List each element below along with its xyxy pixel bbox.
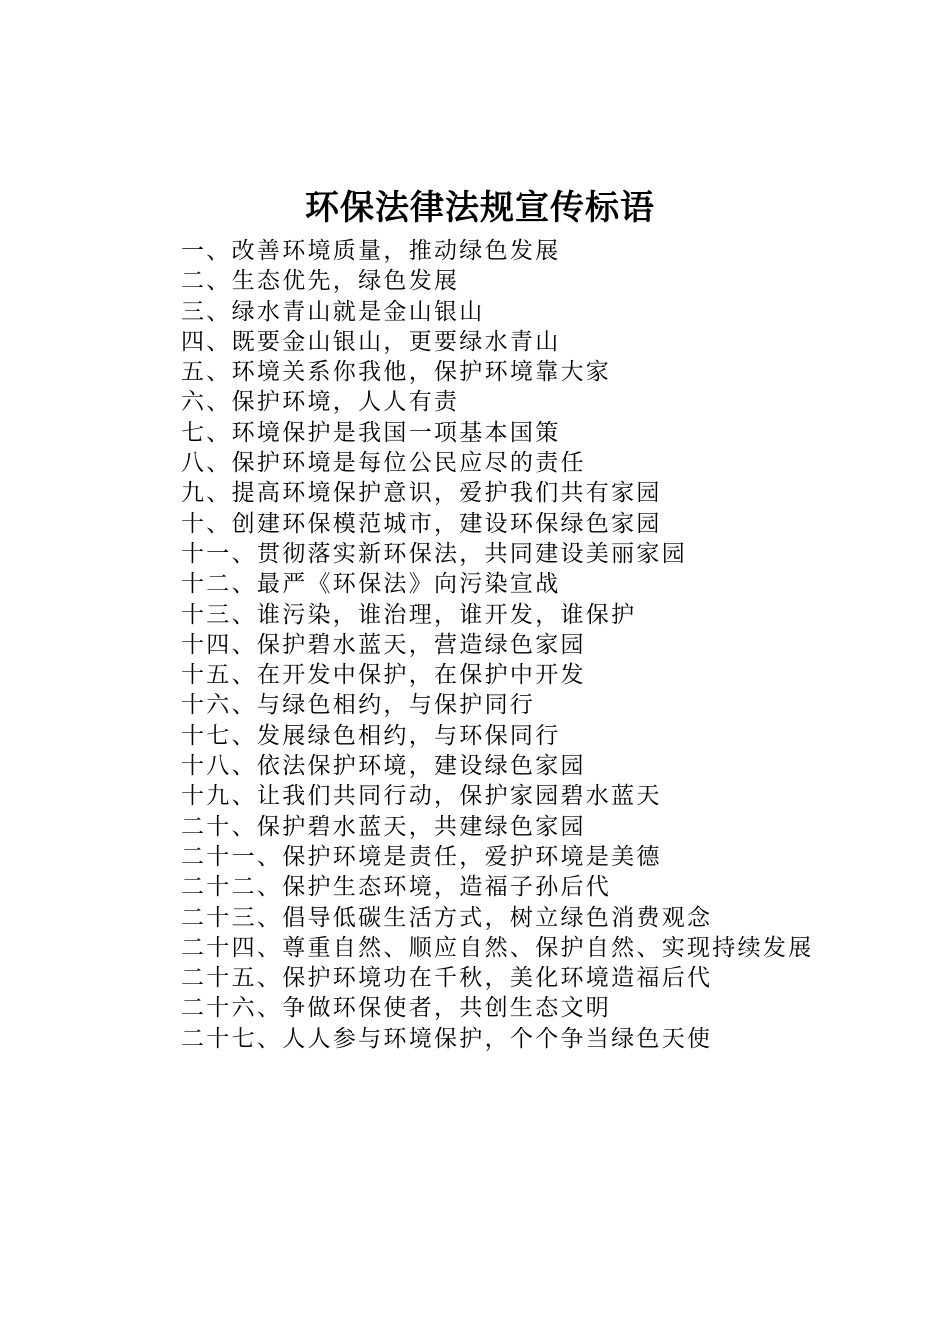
slogan-item: 一、改善环境质量，推动绿色发展 bbox=[181, 238, 561, 264]
slogan-item: 二十一、保护环境是责任，爱护环境是美德 bbox=[181, 843, 662, 870]
slogan-item: 十四、保护碧水蓝天，营造绿色家园 bbox=[181, 631, 586, 658]
slogan-item: 七、环境保护是我国一项基本国策 bbox=[181, 419, 561, 446]
page-title: 环保法律法规宣传标语 bbox=[305, 188, 655, 228]
slogan-item: 二十六、争做环保使者，共创生态文明 bbox=[181, 995, 612, 1022]
slogan-item: 九、提高环境保护意识，爱护我们共有家园 bbox=[181, 480, 662, 507]
slogan-item: 十七、发展绿色相约，与环保同行 bbox=[181, 722, 561, 749]
slogan-item: 十二、最严《环保法》向污染宣战 bbox=[181, 571, 561, 598]
slogan-item: 五、环境关系你我他，保护环境靠大家 bbox=[181, 359, 612, 386]
slogan-item: 二十、保护碧水蓝天，共建绿色家园 bbox=[181, 813, 586, 840]
slogan-item: 二十五、保护环境功在千秋，美化环境造福后代 bbox=[181, 965, 713, 992]
slogan-item: 二十二、保护生态环境，造福子孙后代 bbox=[181, 874, 612, 901]
slogan-item: 二十七、人人参与环境保护，个个争当绿色天使 bbox=[181, 1025, 713, 1052]
slogan-list bbox=[181, 236, 814, 1054]
slogan-item: 十、创建环保模范城市，建设环保绿色家园 bbox=[181, 510, 662, 537]
slogan-item: 十三、谁污染，谁治理，谁开发，谁保护 bbox=[181, 601, 637, 628]
slogan-item: 四、既要金山银山，更要绿水青山 bbox=[181, 328, 561, 355]
slogan-item: 十九、让我们共同行动，保护家园碧水蓝天 bbox=[181, 783, 662, 810]
slogan-item: 十一、贯彻落实新环保法，共同建设美丽家园 bbox=[181, 540, 687, 567]
slogan-item: 二十三、倡导低碳生活方式，树立绿色消费观念 bbox=[181, 904, 713, 931]
slogan-item: 十八、依法保护环境，建设绿色家园 bbox=[181, 753, 586, 780]
slogan-item: 二十四、尊重自然、顺应自然、保护自然、实现持续发展 bbox=[181, 934, 814, 961]
slogan-item: 八、保护环境是每位公民应尽的责任 bbox=[181, 450, 586, 477]
slogan-item: 六、保护环境，人人有责 bbox=[181, 389, 460, 416]
slogan-item: 十五、在开发中保护，在保护中开发 bbox=[181, 662, 586, 689]
slogan-item: 三、绿水青山就是金山银山 bbox=[181, 298, 485, 325]
slogan-item: 二、生态优先，绿色发展 bbox=[181, 268, 460, 295]
slogan-item: 十六、与绿色相约，与保护同行 bbox=[181, 692, 536, 719]
